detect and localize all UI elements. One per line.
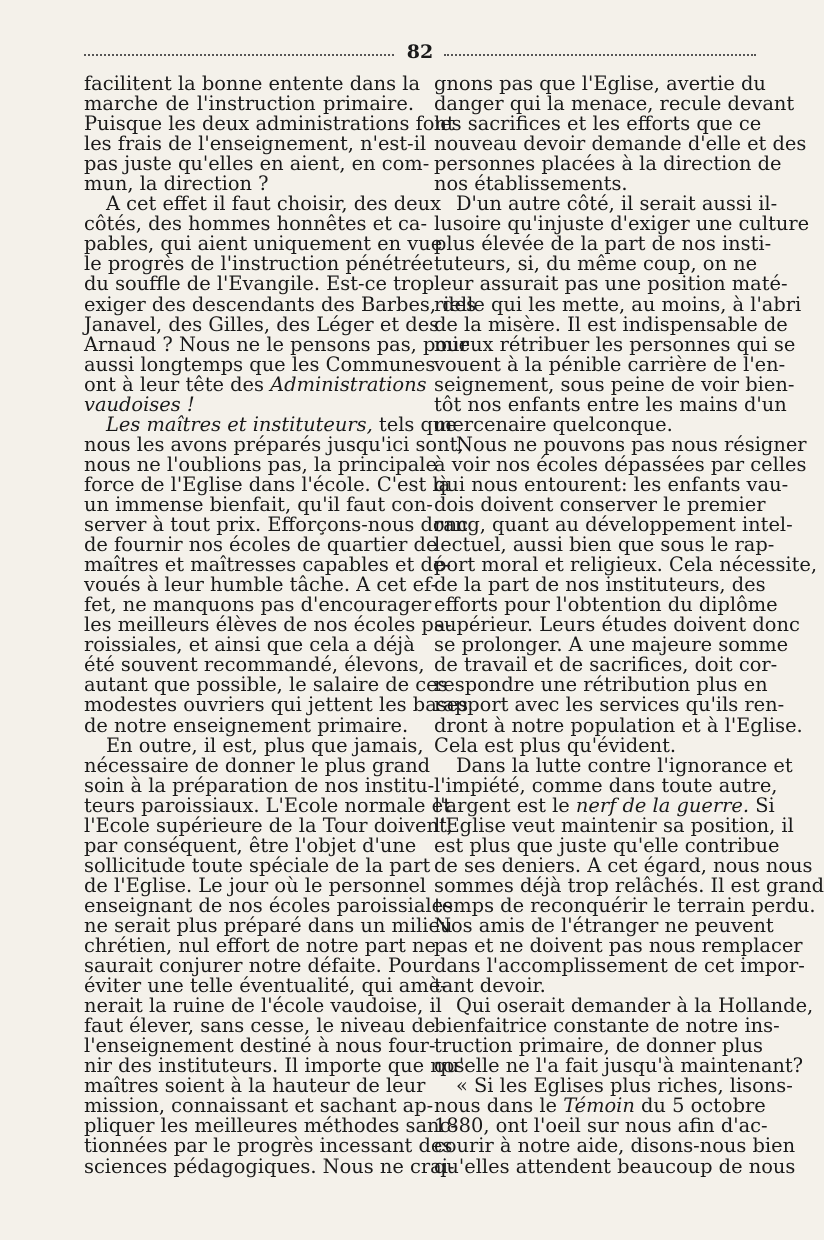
text-line: mieux rétribuer les personnes qui se xyxy=(434,332,796,356)
text-line: pas juste qu'elles en aient, en com- xyxy=(84,152,430,176)
header-rule-left xyxy=(84,54,394,56)
text-line: de travail et de sacrifices, doit cor- xyxy=(434,653,778,677)
text-line: personnes placées à la direction de xyxy=(434,152,782,176)
text-line: les sacrifices et les efforts que ce xyxy=(434,112,762,136)
text-line: tôt nos enfants entre les mains d'un xyxy=(434,392,787,416)
page-number: 82 xyxy=(406,41,434,63)
text-line: qu'elle ne l'a fait jusqu'à maintenant? xyxy=(434,1054,804,1078)
text-line: Dans la lutte contre l'ignorance et xyxy=(456,753,793,777)
text-line: nous dans le Témoin du 5 octobre xyxy=(434,1094,766,1118)
text-line: bienfaitrice constante de notre ins- xyxy=(434,1014,780,1038)
page-header xyxy=(84,40,756,64)
text-line: Qui oserait demander à la Hollande, xyxy=(456,994,814,1018)
text-line: modestes ouvriers qui jettent les bases xyxy=(84,693,469,717)
text-line: supérieur. Leurs études doivent donc xyxy=(434,613,800,637)
text-line: un immense bienfait, qu'il faut con- xyxy=(84,492,433,516)
text-line: rang, quant au développement intel- xyxy=(434,513,793,537)
text-line: nerait la ruine de l'école vaudoise, il xyxy=(84,994,442,1018)
text-line: pas et ne doivent pas nous remplacer xyxy=(434,934,803,958)
text-line: mun, la direction ? xyxy=(84,172,269,196)
text-line: l'impiété, comme dans toute autre, xyxy=(434,773,778,797)
text-line: dans l'accomplissement de cet impor- xyxy=(434,954,805,978)
text-line: nouveau devoir demande d'elle et des xyxy=(434,132,807,156)
text-line: dront à notre population et à l'Eglise. xyxy=(434,713,803,737)
text-line: nécessaire de donner le plus grand xyxy=(84,753,431,777)
text-line: soin à la préparation de nos institu- xyxy=(84,773,435,797)
text-line: nous ne l'oublions pas, la principale xyxy=(84,452,437,476)
text-line: tant devoir. xyxy=(434,974,546,998)
text-line: En outre, il est, plus que jamais, xyxy=(106,733,424,757)
text-line: fet, ne manquons pas d'encourager xyxy=(84,593,432,617)
text-line: Nous ne pouvons pas nous résigner xyxy=(456,432,807,456)
text-line: est plus que juste qu'elle contribue xyxy=(434,833,780,857)
text-line: mission, connaissant et sachant ap- xyxy=(84,1094,434,1118)
text-line: efforts pour l'obtention du diplôme xyxy=(434,593,778,617)
text-line: se prolonger. A une majeure somme xyxy=(434,633,789,657)
text-line: du souffle de l'Evangile. Est-ce trop xyxy=(84,272,435,296)
text-line: 1880, ont l'oeil sur nous afin d'ac- xyxy=(434,1114,768,1138)
text-line: D'un autre côté, il serait aussi il- xyxy=(456,192,778,216)
text-line: Cela est plus qu'évident. xyxy=(434,733,677,757)
text-line: seignement, sous peine de voir bien- xyxy=(434,372,795,396)
text-line: de ses deniers. A cet égard, nous nous xyxy=(434,853,813,877)
paragraph xyxy=(434,192,810,436)
text-line: dois doivent conserver le premier xyxy=(434,492,766,516)
text-line: qui nous entourent: les enfants vau- xyxy=(434,472,789,496)
text-line: à voir nos écoles dépassées par celles xyxy=(434,452,807,476)
text-line: sommes déjà trop relâchés. Il est grand xyxy=(434,873,824,897)
text-line: de fournir nos écoles de quartier de xyxy=(84,533,438,557)
text-line: éviter une telle éventualité, qui amè- xyxy=(84,974,447,998)
text-line: exiger des descendants des Barbes, des xyxy=(84,292,477,316)
text-line: facilitent la bonne entente dans la xyxy=(84,72,421,95)
text-line: Les maîtres et instituteurs, tels que xyxy=(106,412,457,436)
text-line: de notre enseignement primaire. xyxy=(84,713,409,737)
text-line: aussi longtemps que les Communes xyxy=(84,352,436,376)
text-line: les frais de l'enseignement, n'est-il xyxy=(84,132,427,156)
text-line: temps de reconquérir le terrain perdu. xyxy=(434,893,816,917)
text-line: enseignant de nos écoles paroissiales xyxy=(84,893,454,917)
text-line: ont à leur tête des Administrations xyxy=(84,372,427,396)
left-column xyxy=(84,72,477,1178)
paragraph xyxy=(434,432,818,757)
text-line: de la misère. Il est indispensable de xyxy=(434,312,788,336)
text-line: l'Ecole supérieure de la Tour doivent, xyxy=(84,813,453,837)
text-line: « Si les Eglises plus riches, lisons- xyxy=(456,1074,793,1098)
text-line: l'argent est le nerf de la guerre. Si xyxy=(434,793,775,817)
text-line: tionnées par le progrès incessant des xyxy=(84,1134,453,1158)
paragraph xyxy=(84,192,477,416)
text-line: courir à notre aide, disons-nous bien xyxy=(434,1134,796,1158)
text-line: truction primaire, de donner plus xyxy=(434,1034,763,1058)
text-line: mercenaire quelconque. xyxy=(434,412,673,436)
text-line: lusoire qu'injuste d'exiger une culture xyxy=(434,212,810,236)
text-line: danger qui la menace, recule devant xyxy=(434,92,795,116)
text-line: tuteurs, si, du même coup, on ne xyxy=(434,252,758,276)
text-line: vaudoises ! xyxy=(84,392,195,416)
text-line: gnons pas que l'Eglise, avertie du xyxy=(434,72,766,95)
text-line: teurs paroissiaux. L'Ecole normale et xyxy=(84,793,451,817)
text-line: sollicitude toute spéciale de la part xyxy=(84,853,431,877)
paragraph xyxy=(434,994,814,1078)
text-line: roissiales, et ainsi que cela a déjà xyxy=(84,633,415,657)
text-line: côtés, des hommes honnêtes et ca- xyxy=(84,212,428,236)
text-line: nos établissements. xyxy=(434,172,628,196)
text-line: nous les avons préparés jusqu'ici sont, xyxy=(84,432,464,456)
text-columns xyxy=(84,72,824,1184)
text-line: l'enseignement destiné à nous four- xyxy=(84,1034,436,1058)
text-line: de l'Eglise. Le jour où le personnel xyxy=(84,873,427,897)
text-line: pables, qui aient uniquement en vue xyxy=(84,232,443,256)
text-line: leur assurait pas une position maté- xyxy=(434,272,788,296)
paragraph xyxy=(84,412,469,737)
right-column xyxy=(434,72,824,1178)
text-line: Janavel, des Gilles, des Léger et des xyxy=(84,312,440,336)
text-line: Nos amis de l'étranger ne peuvent xyxy=(434,913,774,937)
paragraph xyxy=(434,72,807,196)
text-line: par conséquent, être l'objet d'une xyxy=(84,833,417,857)
paragraph xyxy=(84,733,465,1178)
text-line: server à tout prix. Efforçons-nous donc xyxy=(84,513,468,537)
text-line: le progrès de l'instruction pénétrée xyxy=(84,252,434,276)
text-line: maîtres et maîtresses capables et dé- xyxy=(84,553,451,577)
text-line: rapport avec les services qu'ils ren- xyxy=(434,693,785,717)
text-line: saurait conjurer notre défaite. Pour xyxy=(84,954,434,978)
text-line: ne serait plus préparé dans un milieu xyxy=(84,913,453,937)
text-line: pliquer les meilleures méthodes sanc- xyxy=(84,1114,457,1138)
text-line: Arnaud ? Nous ne le pensons pas, pour xyxy=(84,332,469,356)
text-line: l'Eglise veut maintenir sa position, il xyxy=(434,813,794,837)
text-line: maîtres soient à la hauteur de leur xyxy=(84,1074,426,1098)
paragraph xyxy=(84,72,455,196)
text-line: plus élevée de la part de nos insti- xyxy=(434,232,772,256)
text-line: lectuel, aussi bien que sous le rap- xyxy=(434,533,775,557)
text-line: respondre une rétribution plus en xyxy=(434,673,768,697)
text-line: vouent à la pénible carrière de l'en- xyxy=(434,352,786,376)
text-line: autant que possible, le salaire de ces xyxy=(84,673,448,697)
paragraph xyxy=(434,753,824,998)
text-line: Puisque les deux administrations font xyxy=(84,112,455,136)
text-line: marche de l'instruction primaire. xyxy=(84,92,414,116)
header-rule-right xyxy=(444,54,756,56)
text-line: qu'elles attendent beaucoup de nous xyxy=(434,1154,796,1178)
text-line: A cet effet il faut choisir, des deux xyxy=(106,192,442,216)
text-line: port moral et religieux. Cela nécessite, xyxy=(434,553,818,577)
text-line: nir des instituteurs. Il importe que nos xyxy=(84,1054,465,1078)
text-line: voués à leur humble tâche. A cet ef- xyxy=(84,573,438,597)
text-line: faut élever, sans cesse, le niveau de xyxy=(84,1014,436,1038)
text-line: de la part de nos instituteurs, des xyxy=(434,573,766,597)
text-line: rielle qui les mette, au moins, à l'abri xyxy=(434,292,802,316)
text-line: les meilleurs élèves de nos écoles pa- xyxy=(84,613,452,637)
text-line: force de l'Eglise dans l'école. C'est là xyxy=(84,472,451,496)
text-line: sciences pédagogiques. Nous ne crai- xyxy=(84,1154,455,1178)
text-line: chrétien, nul effort de notre part ne xyxy=(84,934,436,958)
paragraph xyxy=(434,1074,796,1178)
text-line: été souvent recommandé, élevons, xyxy=(84,653,425,677)
